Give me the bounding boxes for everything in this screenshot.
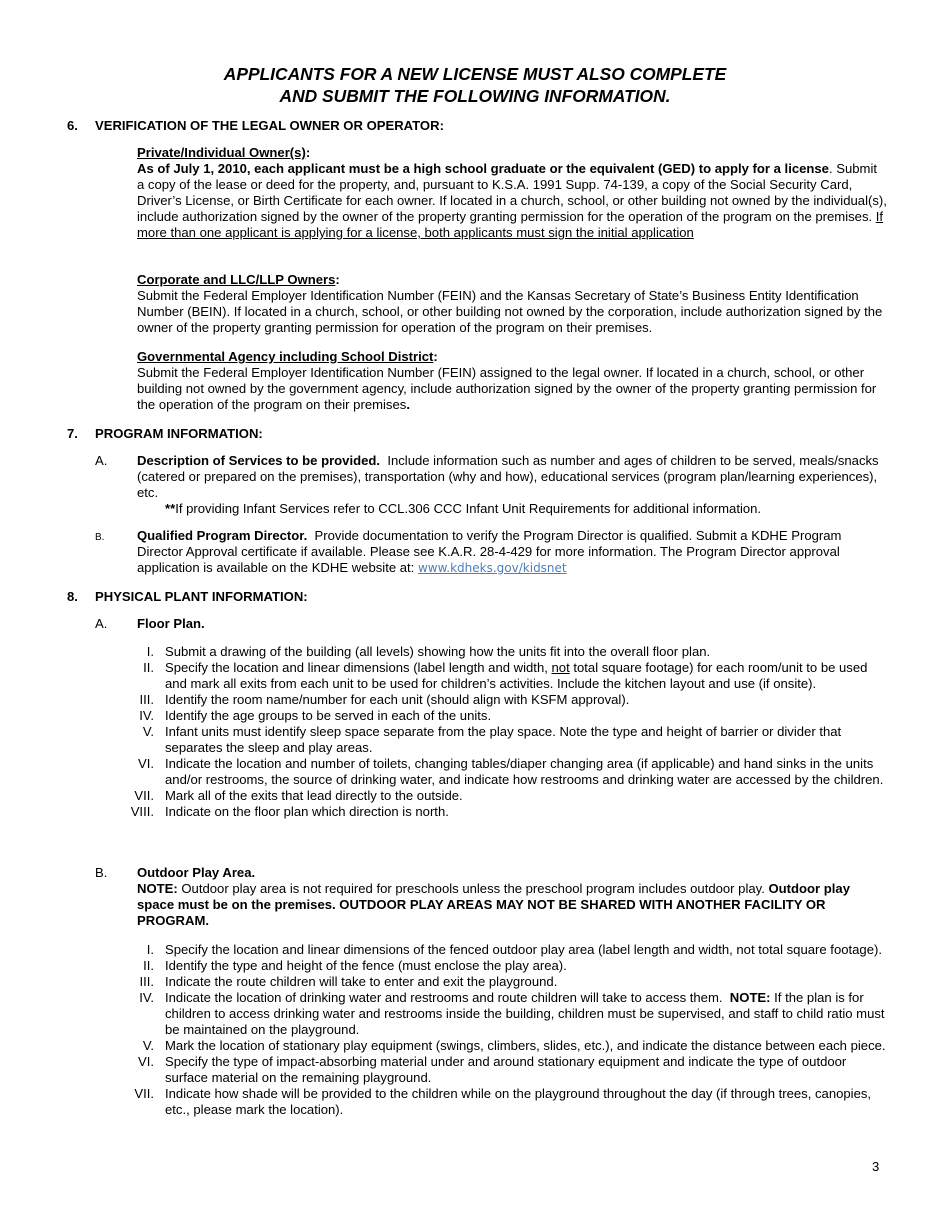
infant-services-note: **If providing Infant Services refer to CCL.306 CCC Infant Unit Requirements for additional information. [165,501,762,516]
list-item: VII. Indicate how shade will be provided to the children while on the playground throughout the day (if through trees, canopies, etc., please mark the location). [134,1086,872,1117]
page-title [0,63,950,107]
outdoor-play-list [110,942,890,1118]
corporate-owner-block: Corporate and LLC/LLP Owners: Submit the Federal Employer Identification Number (FEIN) and the Kansas Secretary of State’s Business Entity Identification Number (BEIN). If located in a church, school, or other building not owned by the corporation, include authorization signed by the owner of the property granting permission for operation of the program on their premises. [137,272,883,335]
section-number: 7. [67,426,78,441]
list-item: VIII. Indicate on the floor plan which direction is north. [130,804,449,819]
services-heading: Description of Services to be provided. [137,453,381,468]
floor-plan-heading: Floor Plan. [137,616,205,631]
kdhe-website-link[interactable]: www.kdheks.gov/kidsnet [417,561,567,575]
section-7-heading [67,426,263,442]
list-item: V. Mark the location of stationary play equipment (swings, climbers, slides, etc.), and indicate the distance between each piece. [142,1038,886,1053]
outdoor-play-heading: Outdoor Play Area. [137,865,256,880]
section-title: PROGRAM INFORMATION: [95,426,263,441]
private-owner-block: Private/Individual Owner(s): As of July 1, 2010, each applicant must be a high school graduate or the equivalent (GED) to apply for a license. Submit a copy of the lease or deed for the property, and, pursuant to K.S.A. 1991 Supp. 74-139, a copy of the Social Security Card, Driver’s License, or Birth Certificate for each owner. If located in a church, school, or other building not owned by the individual(s), include authorization signed by the owner of the property granting permission for the operation of the program on the premises. If more than one applicant is applying for a license, both applicants must sign the initial application [137,145,887,240]
services-text: Include information such as number and ages of children to be served, meals/snacks (catered or prepared on the premises), transportation (why and how), educational services (program plan/learning experiences), etc. [137,453,879,500]
section-number: 6. [67,118,78,133]
floor-plan-list [110,644,890,820]
list-item: IV. Identify the age groups to be served in each of the units. [139,708,492,723]
list-item: V. Infant units must identify sleep space separate from the play space. Note the type and height of barrier or divider that separates the sleep and play areas. [142,724,842,755]
list-item: VI. Specify the type of impact-absorbing material under and around stationary equipment and indicate the type of outdoor surface material on the remaining playground. [137,1054,847,1085]
program-director-text: Provide documentation to verify the Program Director is qualified. Submit a KDHE Program Director Approval certificate if available. Please see K.A.R. 28-4-429 for more information. The Program Director approval application is available on the KDHE website at: [137,528,842,575]
list-item: II. Identify the type and height of the fence (must enclose the play area). [143,958,567,973]
private-owner-heading: Private/Individual Owner(s) [137,145,306,160]
note-label: NOTE: [137,881,178,896]
services-description-block [137,453,887,517]
section-title: PHYSICAL PLANT INFORMATION: [95,589,308,604]
government-agency-heading: Governmental Agency including School District [137,349,434,364]
list-item: III. Identify the room name/number for each unit (should align with KSFM approval). [139,692,630,707]
item-7a-label: A. [95,453,108,468]
list-item: IV. Indicate the location of drinking water and restrooms and route children will take to access them. NOTE: If the plan is for children to access drinking water and restrooms inside the building, children must be supervised, and staff to child ratio must be maintained on the playground. [139,990,885,1037]
program-director-block [137,528,887,576]
section-number: 8. [67,589,78,604]
government-agency-block: Governmental Agency including School District: Submit the Federal Employer Identification Number (FEIN) assigned to the legal owner. If located in a church, school, or other building not owned by the government agency, include authorization signed by the owner of the property granting permission for the operation of the program on their premises. [137,349,877,412]
list-item: I. Specify the location and linear dimensions of the fenced outdoor play area (label length and width, not total square footage). [146,942,882,957]
two-applicant-note: If more than one applicant is applying for a license, both applicants must sign the initial application [137,209,884,240]
list-item: VI. Indicate the location and number of toilets, changing tables/diaper changing area (if applicable) and hand sinks in the units and/or restrooms, the source of drinking water, and indicate how restrooms and drinking water are accessed by the children. [137,756,884,787]
list-item: I. Submit a drawing of the building (all levels) showing how the units fit into the overall floor plan. [146,644,711,659]
title-line-2: AND SUBMIT THE FOLLOWING INFORMATION. [279,86,671,106]
program-director-heading: Qualified Program Director. [137,528,308,543]
section-title: VERIFICATION OF THE LEGAL OWNER OR OPERATOR: [95,118,444,133]
list-item: II. Specify the location and linear dimensions (label length and width, not total square footage) for each room/unit to be used and mark all exits from each unit to be used for children’s activities. Include the kitchen layout and use (if onsite). [143,660,868,691]
item-8b-label: B. [95,865,108,880]
private-owner-text: Submit a copy of the lease or deed for the property, and, pursuant to K.S.A. 1991 Supp. 74-139, a copy of the Social Security Card, Driver’s License, or Birth Certificate for each owner. If located in a church, school, or other building not owned by the individual(s), include authorization signed by the owner of the property granting permission for the operation of the program on the premises. [137,161,887,224]
item-7b-label: B. [95,532,105,543]
section-6-heading [67,118,444,134]
ged-requirement: As of July 1, 2010, each applicant must be a high school graduate or the equivalent (GED) to apply for a license [137,161,829,176]
list-item: VII. Mark all of the exits that lead directly to the outside. [134,788,463,803]
section-8-heading [67,589,308,605]
corporate-owner-heading: Corporate and LLC/LLP Owners [137,272,336,287]
outdoor-note-text: Outdoor play area is not required for preschools unless the preschool program includes outdoor play. [181,881,765,896]
corporate-owner-text: Submit the Federal Employer Identification Number (FEIN) and the Kansas Secretary of State’s Business Entity Identification Number (BEIN). If located in a church, school, or other building not owned by the corporation, include authorization signed by the owner of the property granting permission for operation of the program on their premises. [137,288,883,335]
title-line-1: APPLICANTS FOR A NEW LICENSE MUST ALSO COMPLETE [223,64,727,84]
government-agency-text: Submit the Federal Employer Identification Number (FEIN) assigned to the legal owner. If located in a church, school, or other building not owned by the government agency, include authorization signed by the owner of the property granting permission for the operation of the program on their premises [137,365,877,412]
outdoor-play-block [137,865,887,929]
list-item: III. Indicate the route children will take to enter and exit the playground. [139,974,558,989]
outdoor-note-bold: Outdoor play space must be on the premises. OUTDOOR PLAY AREAS MAY NOT BE SHARED WITH ANOTHER FACILITY OR PROGRAM. [137,881,850,928]
page-number: 3 [872,1159,880,1174]
item-8a-label: A. [95,616,108,631]
